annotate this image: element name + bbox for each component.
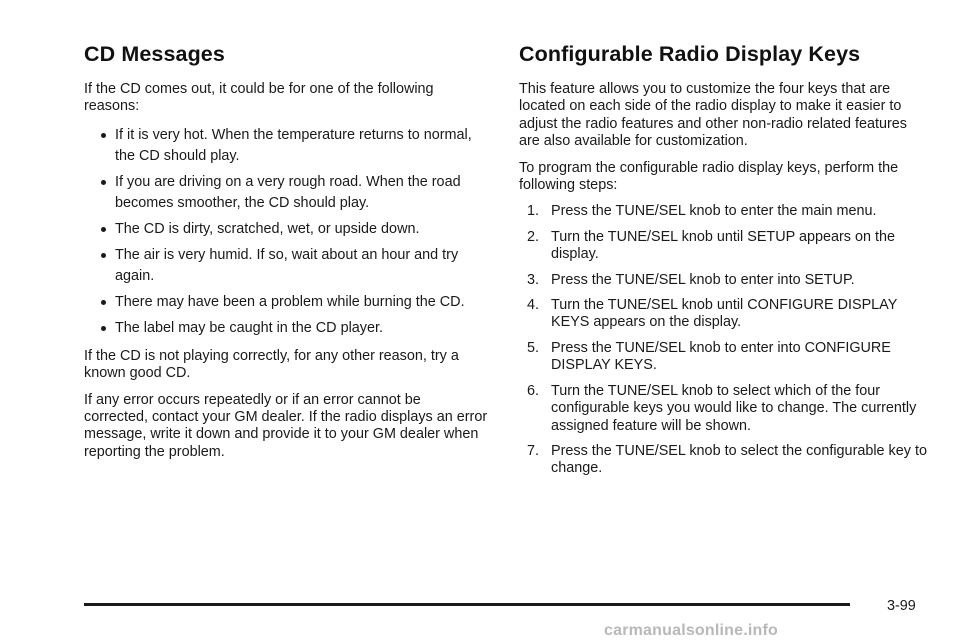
cd-not-playing-paragraph: If the CD is not playing correctly, for any other reason, try a known good CD. <box>84 347 459 382</box>
footer-rule <box>84 603 850 606</box>
configurable-keys-steps-intro: To program the configurable radio display keys, perform the following steps: <box>519 159 899 194</box>
page-number: 3-99 <box>887 598 916 614</box>
bullet-icon <box>101 180 106 185</box>
section-title-cd-messages: CD Messages <box>84 42 225 66</box>
bullet-icon <box>101 326 106 331</box>
list-item: 6. Turn the TUNE/SEL knob to select which of the four configurable keys you would like to change. The currently assigned feature will be shown. <box>527 382 917 434</box>
left-column <box>84 42 488 470</box>
list-item: 3. Press the TUNE/SEL knob to enter into SETUP. <box>527 271 855 288</box>
list-item: 2. Turn the TUNE/SEL knob until SETUP appears on the display. <box>527 228 895 263</box>
list-item: 1. Press the TUNE/SEL knob to enter the main menu. <box>527 203 877 220</box>
right-column <box>519 42 931 486</box>
configurable-keys-intro: This feature allows you to customize the four keys that are located on each side of the radio display to make it easier to adjust the radio features and other non-radio related features are also available for customization. <box>519 81 907 150</box>
programming-steps-list <box>519 203 931 477</box>
list-item: There may have been a problem while burning the CD. <box>84 292 488 313</box>
bullet-icon <box>101 253 106 258</box>
bullet-icon <box>101 133 106 138</box>
watermark: carmanualsonline.info <box>604 622 779 639</box>
list-item: If it is very hot. When the temperature returns to normal, the CD should play. <box>84 125 488 167</box>
list-item: 5. Press the TUNE/SEL knob to enter into CONFIGURE DISPLAY KEYS. <box>527 339 891 374</box>
bullet-icon <box>101 300 106 305</box>
list-item: The air is very humid. If so, wait about an hour and try again. <box>84 245 488 287</box>
section-title-configurable-keys: Configurable Radio Display Keys <box>519 42 861 66</box>
list-item: 7. Press the TUNE/SEL knob to select the configurable key to change. <box>527 442 927 477</box>
cd-messages-intro: If the CD comes out, it could be for one of the following reasons: <box>84 81 434 115</box>
bullet-icon <box>101 227 106 232</box>
cd-reasons-list <box>84 125 488 339</box>
cd-error-paragraph: If any error occurs repeatedly or if an error cannot be corrected, contact your GM dealer. If the radio displays an error message, write it down and provide it to your GM dealer when reporting the problem. <box>84 391 488 460</box>
list-item: The label may be caught in the CD player. <box>84 318 488 339</box>
list-item: The CD is dirty, scratched, wet, or upside down. <box>84 219 488 240</box>
list-item: 4. Turn the TUNE/SEL knob until CONFIGURE DISPLAY KEYS appears on the display. <box>527 297 898 331</box>
list-item: If you are driving on a very rough road. When the road becomes smoother, the CD should play. <box>84 172 488 214</box>
